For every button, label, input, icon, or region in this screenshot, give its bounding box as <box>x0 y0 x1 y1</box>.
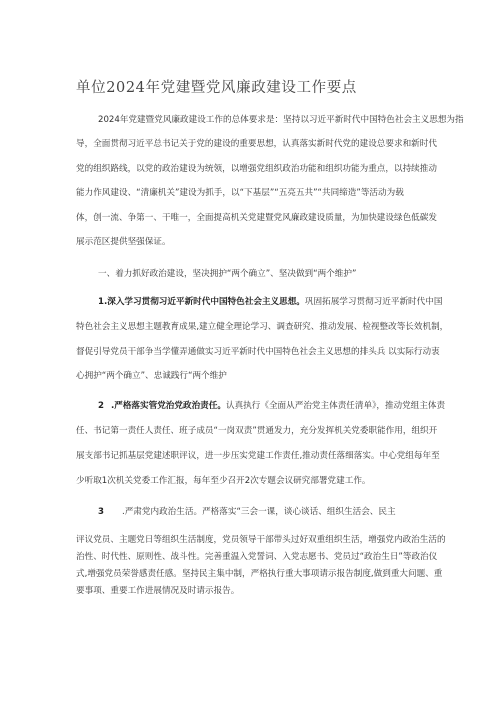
item3-first-line <box>98 507 396 517</box>
document-title: 单位2024年党建暨党风廉政建设工作要点 <box>76 80 357 96</box>
intro-line-3: 党的组织路线，以党的政治建设为统领，以增强党组织政治功能和组织功能为重点，以持续推动 <box>76 164 437 174</box>
item1-line-3: 督促引导党员干部争当学懂弄通做实习近平新时代中国特色社会主义思想的排头兵 以实际行动衷 <box>76 347 440 357</box>
intro-line-6: 展示范区提供坚强保证。 <box>76 237 171 247</box>
intro-line-2: 导，全面贯彻习近平总书记关于党的建设的重要思想，认真落实新时代党的建设总要求和新时代 <box>76 139 437 149</box>
item1-first-line-rest: 巩固拓展学习贯彻习近平新时代中国 <box>304 297 443 307</box>
item3-first-line-rest: 严格落实“三会一课，谈心谈话、组织生活会、民主 <box>202 507 396 517</box>
item1-first-line <box>98 297 442 307</box>
item2-first-line <box>98 401 445 411</box>
item3-line-5: 要事项、重要工作进展情况及时请示报告。 <box>76 586 240 596</box>
intro-line-5: 体，创一流、争第一、干唯一，全面提高机关党建暨党风廉政建设质量，为加快建设绿色低碳发 <box>76 213 437 223</box>
item3-line-4: 式,增强党员荣誉感责任感。坚持民主集中制，严格执行重大事项请示报告制度,做到重大问题、重 <box>76 569 443 579</box>
item2-number: 2 <box>98 401 104 411</box>
item2-heading: .严格落实管党治党政治责任。 <box>110 401 226 411</box>
item2-line-2: 任、书记第一责任人责任、班子成员“一岗双责”贯通发力，充分发挥机关党委职能作用，组织开 <box>76 426 438 436</box>
intro-line-4: 能力作风建设、“清廉机关”建设为抓手，以“下基层”“五亮五共”“共同缔造”等活动为载 <box>76 188 404 198</box>
item3-heading: .严肃党内政治生活。 <box>121 507 203 517</box>
item1-line-4: 心拥护“两个确立”、忠诚践行“两个维护 <box>76 371 227 381</box>
item3-line-2: 评议党员、主题党日等组织生活制度，党员领导干部带头过好双重组织生活，增强党内政治生活的 <box>76 535 446 545</box>
item3-number: 3 <box>98 507 104 517</box>
item1-line-2: 特色社会主义思想主题教育成果,建立健全理论学习、调查研究、推动发展、检视整改等长效机制， <box>76 322 449 332</box>
item1-heading: 1.深入学习贯彻习近平新时代中国特色社会主义思想。 <box>98 297 305 307</box>
item2-line-3: 展支部书记抓基层党建述职评议，进一步压实党建工作责任,推动责任落细落实。中心党组每年至 <box>76 451 440 461</box>
section-one-heading: 一、着力抓好政治建设，坚决拥护“两个确立”、坚决做到“两个维护” <box>98 269 357 279</box>
item2-line-4: 少听取1次机关党委工作汇报，每年至少召开2次专题会议研究部署党建工作。 <box>76 476 371 486</box>
item3-line-3: 治性、时代性、原则性、战斗性。完善重温入党誓词、入党志愿书、党员过“政治生日”等政治仪 <box>76 552 438 562</box>
item2-first-line-rest: 认真执行《全面从严治党主体责任清单》，推动党组主体责 <box>225 401 446 411</box>
intro-line-1: 2024年党建暨党风廉政建设工作的总体要求是：坚持以习近平新时代中国特色社会主义思想为指 <box>98 115 464 125</box>
